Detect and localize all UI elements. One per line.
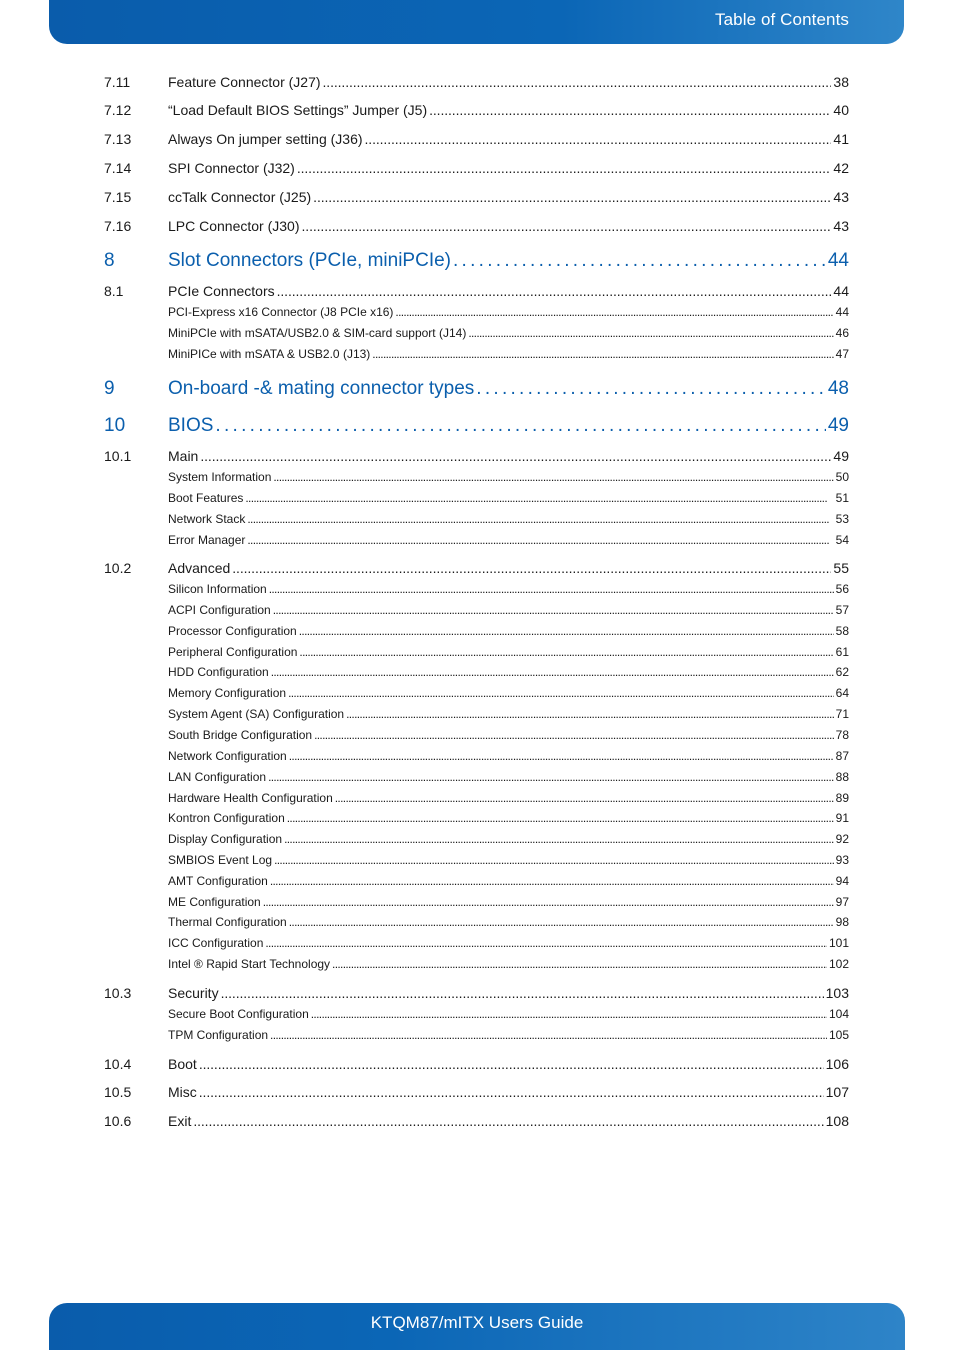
toc-entry-title: Secure Boot Configuration	[168, 1007, 309, 1021]
toc-entry[interactable]	[104, 250, 849, 272]
toc-entry-title: Kontron Configuration	[168, 811, 285, 825]
toc-entry-page: 64	[835, 686, 849, 700]
toc-dot-leader	[247, 533, 833, 547]
toc-entry-title: Error Manager	[168, 533, 246, 547]
toc-dot-leader	[302, 218, 832, 234]
toc-entry-page: 98	[835, 915, 849, 929]
toc-entry-title: Memory Configuration	[168, 686, 287, 700]
toc-entry-number: 8.1	[104, 283, 124, 299]
toc-dot-leader	[314, 728, 834, 742]
toc-entry-page: 58	[835, 624, 849, 638]
toc-entry-title: On-board -& mating connector types	[168, 378, 475, 399]
toc-entry[interactable]	[104, 645, 849, 659]
toc-entry-page: 44	[833, 283, 849, 299]
toc-entry-title: Network Stack	[168, 512, 246, 526]
toc-entry-title: PCI-Express x16 Connector (J8 PCIe x16)	[168, 305, 394, 319]
toc-entry[interactable]	[104, 160, 849, 176]
toc-entry-title: Always On jumper setting (J36)	[168, 131, 363, 147]
toc-entry-title: LPC Connector (J30)	[168, 218, 300, 234]
toc-entry-page: 87	[835, 749, 849, 763]
toc-dot-leader	[288, 686, 834, 700]
toc-entry[interactable]	[104, 915, 849, 929]
toc-entry-title: Boot	[168, 1056, 197, 1072]
toc-dot-leader	[372, 347, 833, 361]
toc-entry-page: 46	[835, 326, 849, 340]
toc-entry[interactable]	[104, 470, 849, 484]
toc-entry-title: Intel ® Rapid Start Technology	[168, 957, 331, 971]
toc-entry[interactable]	[104, 491, 849, 505]
toc-entry-number: 7.14	[104, 160, 132, 176]
toc-dot-leader	[476, 378, 826, 400]
toc-entry-title: BIOS	[168, 415, 214, 436]
toc-entry[interactable]	[104, 957, 849, 971]
footer-bar	[49, 1303, 905, 1350]
toc-entry-page: 107	[825, 1084, 849, 1100]
toc-entry[interactable]	[104, 582, 849, 596]
toc-entry-page: 38	[833, 74, 849, 90]
toc-dot-leader	[332, 957, 827, 971]
toc-entry-title: LAN Configuration	[168, 770, 267, 784]
toc-entry[interactable]	[104, 283, 849, 299]
toc-entry-title: ccTalk Connector (J25)	[168, 189, 312, 205]
toc-entry-title: Advanced	[168, 560, 231, 576]
toc-entry[interactable]	[104, 347, 849, 361]
toc-dot-leader	[453, 250, 826, 272]
toc-entry-title: Slot Connectors (PCIe, miniPCIe)	[168, 250, 451, 271]
toc-entry-number: 7.12	[104, 102, 132, 118]
toc-dot-leader	[277, 283, 832, 299]
toc-entry[interactable]	[104, 1113, 849, 1129]
toc-dot-leader	[245, 491, 833, 505]
toc-entry-number: 10.1	[104, 448, 132, 464]
toc-entry-title: PCIe Connectors	[168, 283, 275, 299]
toc-entry-page: 51	[835, 491, 849, 505]
toc-entry[interactable]	[104, 1084, 849, 1100]
toc-entry-title: Peripheral Configuration	[168, 645, 298, 659]
toc-entry-title: Silicon Information	[168, 582, 267, 596]
toc-entry-title: TPM Configuration	[168, 1028, 269, 1042]
toc-entry[interactable]	[104, 533, 849, 547]
toc-dot-leader	[365, 131, 832, 147]
toc-entry-page: 42	[833, 160, 849, 176]
toc-entry-number: 7.13	[104, 131, 132, 147]
toc-entry-title: Boot Features	[168, 491, 244, 505]
toc-dot-leader	[270, 874, 834, 888]
toc-entry-page: 108	[825, 1113, 849, 1129]
toc-dot-leader	[299, 624, 834, 638]
toc-entry-page: 97	[835, 895, 849, 909]
toc-entry[interactable]	[104, 665, 849, 679]
toc-entry-number: 10.5	[104, 1084, 132, 1100]
toc-entry[interactable]	[104, 74, 849, 90]
toc-entry-number: 10.2	[104, 560, 132, 576]
toc-entry[interactable]	[104, 448, 849, 464]
toc-entry-page: 43	[833, 218, 849, 234]
toc-entry-title: Security	[168, 985, 219, 1001]
toc-entry-page: 53	[835, 512, 849, 526]
toc-entry[interactable]	[104, 686, 849, 700]
toc-entry[interactable]	[104, 189, 849, 205]
toc-entry-page: 62	[835, 665, 849, 679]
toc-entry-title: System Agent (SA) Configuration	[168, 707, 345, 721]
toc-entry-title: SMBIOS Event Log	[168, 853, 273, 867]
toc-entry-page: 44	[827, 250, 849, 271]
toc-dot-leader	[346, 707, 834, 721]
toc-dot-leader	[221, 985, 824, 1001]
toc-entry-number: 7.15	[104, 189, 132, 205]
toc-entry-title: Display Configuration	[168, 832, 283, 846]
toc-entry[interactable]	[104, 895, 849, 909]
toc-entry[interactable]	[104, 603, 849, 617]
toc-dot-leader	[273, 470, 833, 484]
toc-entry-page: 88	[835, 770, 849, 784]
toc-dot-leader	[273, 603, 834, 617]
toc-entry[interactable]	[104, 415, 849, 437]
toc-entry-page: 101	[828, 936, 849, 950]
toc-dot-leader	[268, 770, 834, 784]
toc-dot-leader	[284, 832, 834, 846]
toc-entry-page: 105	[828, 1028, 849, 1042]
toc-entry-title: ACPI Configuration	[168, 603, 271, 617]
toc-entry-page: 50	[835, 470, 849, 484]
toc-dot-leader	[247, 512, 833, 526]
toc-dot-leader	[269, 582, 834, 596]
header-title: Table of Contents	[714, 10, 849, 29]
toc-dot-leader	[287, 811, 834, 825]
toc-entry-page: 102	[828, 957, 849, 971]
toc-entry-number: 7.16	[104, 218, 132, 234]
toc-entry-title: SPI Connector (J32)	[168, 160, 295, 176]
toc-dot-leader	[265, 936, 827, 950]
toc-entry-title: ME Configuration	[168, 895, 261, 909]
toc-entry-number: 7.11	[104, 74, 131, 90]
toc-dot-leader	[232, 560, 831, 576]
toc-entry-title: Feature Connector (J27)	[168, 74, 321, 90]
toc-entry-number: 9	[104, 378, 115, 399]
toc-entry[interactable]	[104, 832, 849, 846]
toc-dot-leader	[289, 749, 834, 763]
toc-entry[interactable]	[104, 707, 849, 721]
toc-entry-number: 10.4	[104, 1056, 132, 1072]
toc-entry-page: 41	[833, 131, 849, 147]
toc-entry-page: 71	[835, 707, 849, 721]
toc-dot-leader	[263, 895, 834, 909]
toc-entry-title: Thermal Configuration	[168, 915, 287, 929]
footer-title: KTQM87/mITX Users Guide	[370, 1313, 584, 1332]
toc-entry[interactable]	[104, 378, 849, 400]
toc-entry[interactable]	[104, 218, 849, 234]
toc-entry[interactable]	[104, 874, 849, 888]
toc-entry[interactable]	[104, 985, 849, 1001]
toc-dot-leader	[274, 853, 834, 867]
toc-entry[interactable]	[104, 728, 849, 742]
toc-entry[interactable]	[104, 305, 849, 319]
toc-entry[interactable]	[104, 560, 849, 576]
toc-entry-page: 44	[835, 305, 849, 319]
toc-entry-title: MiniPCIe with mSATA/USB2.0 & SIM-card support (J14)	[168, 326, 467, 340]
toc-entry-page: 54	[835, 533, 849, 547]
toc-entry-title: South Bridge Configuration	[168, 728, 313, 742]
toc-entry-title: AMT Configuration	[168, 874, 268, 888]
toc-entry-number: 10.6	[104, 1113, 132, 1129]
toc-entry-page: 94	[835, 874, 849, 888]
toc-dot-leader	[270, 1028, 827, 1042]
toc-entry-title: “Load Default BIOS Settings” Jumper (J5)	[168, 102, 428, 118]
toc-entry-title: Hardware Health Configuration	[168, 791, 333, 805]
toc-entry-title: MiniPICe with mSATA & USB2.0 (J13)	[168, 347, 371, 361]
toc-entry[interactable]	[104, 1007, 849, 1021]
toc-dot-leader	[200, 448, 831, 464]
toc-entry[interactable]	[104, 936, 849, 950]
toc-entry-page: 43	[833, 189, 849, 205]
toc-entry[interactable]	[104, 791, 849, 805]
toc-entry[interactable]	[104, 853, 849, 867]
toc-dot-leader	[395, 305, 833, 319]
toc-dot-leader	[468, 326, 833, 340]
toc-entry-page: 47	[835, 347, 849, 361]
toc-entry-page: 93	[835, 853, 849, 867]
toc-entry-page: 48	[827, 378, 849, 399]
toc-entry-title: Main	[168, 448, 199, 464]
toc-entry-title: Network Configuration	[168, 749, 287, 763]
toc-entry-page: 106	[825, 1056, 849, 1072]
toc-entry-page: 91	[835, 811, 849, 825]
toc-dot-leader	[429, 102, 831, 118]
toc-dot-leader	[215, 415, 825, 437]
toc-entry[interactable]	[104, 811, 849, 825]
toc-entry-title: Processor Configuration	[168, 624, 297, 638]
toc-entry-page: 61	[835, 645, 849, 659]
toc-dot-leader	[299, 645, 833, 659]
toc-entry-page: 89	[835, 791, 849, 805]
toc-entry-page: 103	[825, 985, 849, 1001]
toc-dot-leader	[289, 915, 834, 929]
toc-entry-page: 55	[833, 560, 849, 576]
toc-entry-page: 40	[833, 102, 849, 118]
toc-dot-leader	[199, 1084, 824, 1100]
toc-entry-title: Misc	[168, 1084, 197, 1100]
toc-dot-leader	[313, 189, 831, 205]
toc-entry-title: HDD Configuration	[168, 665, 269, 679]
toc-entry[interactable]	[104, 131, 849, 147]
toc-dot-leader	[271, 665, 834, 679]
toc-entry-page: 92	[835, 832, 849, 846]
toc-entry-page: 57	[835, 603, 849, 617]
toc-entry-page: 78	[835, 728, 849, 742]
toc-dot-leader	[199, 1056, 824, 1072]
toc-dot-leader	[323, 74, 832, 90]
toc-entry[interactable]	[104, 1056, 849, 1072]
toc-entry[interactable]	[104, 1028, 849, 1042]
toc-entry[interactable]	[104, 102, 849, 118]
toc-entry-number: 10.3	[104, 985, 132, 1001]
toc-entry[interactable]	[104, 512, 849, 526]
toc-dot-leader	[311, 1007, 827, 1021]
toc-dot-leader	[297, 160, 832, 176]
toc-entry[interactable]	[104, 624, 849, 638]
toc-entry-page: 49	[833, 448, 849, 464]
toc-entry[interactable]	[104, 326, 849, 340]
toc-entry-number: 10	[104, 415, 126, 436]
toc-dot-leader	[335, 791, 834, 805]
toc-entry[interactable]	[104, 770, 849, 784]
toc-entry-page: 49	[827, 415, 849, 436]
toc-entry-page: 104	[828, 1007, 849, 1021]
toc-dot-leader	[193, 1113, 823, 1129]
toc-entry-title: Exit	[168, 1113, 192, 1129]
toc-entry-title: ICC Configuration	[168, 936, 264, 950]
toc-entry-title: System Information	[168, 470, 272, 484]
toc-entry-page: 56	[835, 582, 849, 596]
toc-entry-number: 8	[104, 250, 115, 271]
toc-entry[interactable]	[104, 749, 849, 763]
